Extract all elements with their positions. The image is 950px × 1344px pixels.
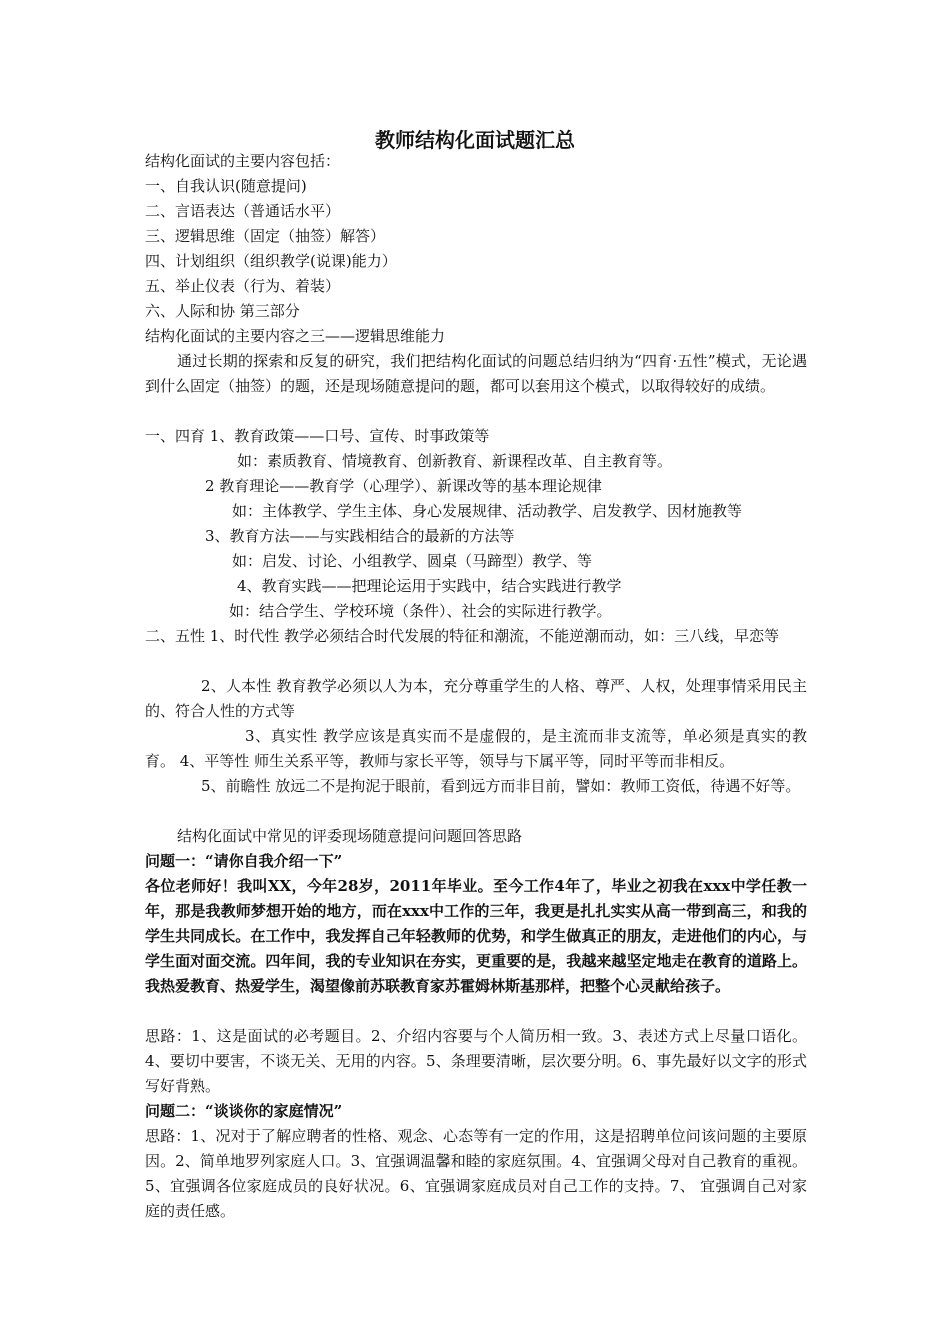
five-nature-paragraph: 2、人本性 教育教学必须以人为本，充分尊重学生的人格、尊严、人权，处理事情采用民主的、符合人性的方式等	[145, 677, 807, 720]
common-questions-heading: 结构化面试中常见的评委现场随意提问问题回答思路	[177, 827, 523, 845]
five-nature-paragraph: 3、真实性 教学应该是真实而不是虚假的，是主流而非支流等，单必须是真实的教育。 4、平等性 师生关系平等，教师与家长平等，领导与下属平等，同时平等而非相反。	[145, 727, 807, 770]
summary-paragraph: 通过长期的探索和反复的研究，我们把结构化面试的问题总结归纳为“四育·五性”模式，无论遇到什么固定（抽签）的题，还是现场随意提问的题，都可以套用这个模式，以取得较好的成绩。	[145, 352, 807, 395]
list-item: 一、自我认识(随意提问)	[145, 177, 307, 195]
list-item: 二、言语表达（普通话水平）	[145, 202, 341, 220]
question-1-thoughts: 思路：1、这是面试的必考题目。2、介绍内容要与个人简历相一致。3、表述方式上尽量口语化。4、要切中要害，不谈无关、无用的内容。5、条理要清晰，层次要分明。6、事先最好以文字的形式写好背熟。	[145, 1027, 807, 1095]
four-edu-line: 4、教育实践——把理论运用于实践中，结合实践进行教学	[237, 577, 622, 595]
list-item: 三、逻辑思维（固定（抽签）解答）	[145, 227, 386, 245]
intro-text: 结构化面试的主要内容包括：	[145, 152, 341, 170]
question-2-thoughts: 思路：1、况对于了解应聘者的性格、观念、心态等有一定的作用，这是招聘单位问该问题的主要原因。2、简单地罗列家庭人口。3、宜强调温馨和睦的家庭氛围。4、宜强调父母对自己教育的重视。5、宜强调各位家庭成员的良好状况。6、宜强调家庭成员对自己工作的支持。7、 宜强调自己对家庭的责任感。	[145, 1127, 807, 1220]
four-edu-line: 一、四育 1、教育政策——口号、宣传、时事政策等	[145, 427, 490, 445]
four-edu-example: 如：结合学生、学校环境（条件）、社会的实际进行教学。	[229, 602, 612, 620]
four-edu-example: 如：启发、讨论、小组教学、圆桌（马蹄型）教学、等	[232, 552, 593, 570]
four-edu-line: 3、教育方法——与实践相结合的最新的方法等	[205, 527, 515, 545]
document-title: 教师结构化面试题汇总	[375, 128, 575, 152]
question-1-answer: 各位老师好！我叫XX，今年28岁，2011年毕业。至今工作4年了，毕业之初我在xxx中学任教一年，那是我教师梦想开始的地方，而在xxx中工作的三年，我更是扎扎实实从高一带到高三，和我的学生共同成长。在工作中，我发挥自己年轻教师的优势，和学生做真正的朋友，走进他们的内心，与学生面对面交流。四年间，我的专业知识在夯实，更重要的是，我越来越坚定地走在教育的道路上。我热爱教育、热爱学生，渴望像前苏联教育家苏霍姆林斯基那样，把整个心灵献给孩子。	[145, 877, 807, 995]
list-item: 五、举止仪表（行为、着装）	[145, 277, 341, 295]
question-2-title: 问题二：“谈谈你的家庭情况”	[145, 1102, 343, 1120]
section-heading: 结构化面试的主要内容之三——逻辑思维能力	[145, 327, 446, 345]
five-nature-paragraph: 5、前瞻性 放远二不是拘泥于眼前，看到远方而非目前，譬如：教师工资低，待遇不好等。	[201, 777, 801, 795]
five-nature-paragraph: 二、五性 1、时代性 教学必须结合时代发展的特征和潮流，不能逆潮而动，如：三八线，早恋等	[145, 627, 780, 645]
list-item: 四、计划组织（组织教学(说课)能力）	[145, 252, 397, 270]
question-1-title: 问题一：“请你自我介绍一下”	[145, 852, 343, 870]
list-item: 六、人际和协 第三部分	[145, 302, 300, 320]
four-edu-line: 2 教育理论——教育学（心理学）、新课改等的基本理论规律	[205, 477, 602, 495]
four-edu-example: 如：主体教学、学生主体、身心发展规律、活动教学、启发教学、因材施教等	[232, 502, 743, 520]
four-edu-example: 如：素质教育、情境教育、创新教育、新课程改革、自主教育等。	[237, 452, 673, 470]
